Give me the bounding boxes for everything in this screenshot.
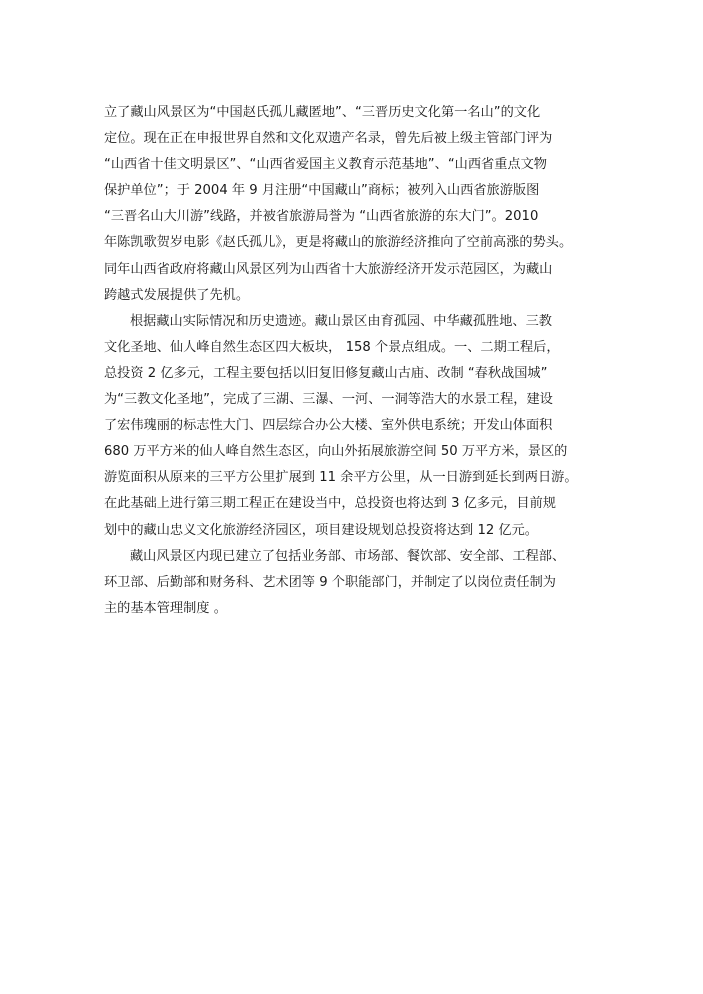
text-line: 了宏伟瑰丽的标志性大门、四层综合办公大楼、室外供电系统；开发山体面积 xyxy=(104,418,553,434)
text-line: 环卫部、后勤部和财务科、艺术团等 9 个职能部门，并制定了以岗位责任制为 xyxy=(104,574,556,590)
text-line: 跨越式发展提供了先机。 xyxy=(104,287,250,303)
text-line: 总投资 2 亿多元，工程主要包括以旧复旧修复藏山古庙、改制 “春秋战国城” xyxy=(104,365,548,381)
text-line: 根据藏山实际情况和历史遗迹。藏山景区由育孤园、中华藏孤胜地、三教 xyxy=(130,313,552,329)
text-line: 立了藏山风景区为“中国赵氏孤儿藏匿地”、“三晋历史文化第一名山”的文化 xyxy=(104,105,541,120)
text-line: 文化圣地、仙人峰自然生态区四大板块， 158 个景点组成。一、二期工程后， xyxy=(104,339,560,355)
text-line: 藏山风景区内现已建立了包括业务部、市场部、餐饮部、安全部、工程部、 xyxy=(130,548,566,564)
text-line: 年陈凯歌贺岁电影《赵氏孤儿》，更是将藏山的旅游经济推向了空前高涨的势头。 xyxy=(104,235,573,251)
text-line: 定位。现在正在申报世界自然和文化双遗产名录，曾先后被上级主管部门评为 xyxy=(104,131,553,147)
text-line: 游览面积从原来的三平方公里扩展到 11 余平方公里，从一日游到延长到两日游。 xyxy=(104,470,578,486)
text-line: “山西省十佳文明景区”、“山西省爱国主义教育示范基地”、“山西省重点文物 xyxy=(104,157,547,173)
text-line: 主的基本管理制度 。 xyxy=(104,600,227,616)
text-line: 划中的藏山忠义文化旅游经济园区，项目建设规划总投资将达到 12 亿元。 xyxy=(104,522,538,538)
text-line: “三晋名山大川游”线路，并被省旅游局誉为 “山西省旅游的东大门”。2010 xyxy=(104,209,539,225)
text-line: 在此基础上进行第三期工程正在建设当中，总投资也将达到 3 亿多元，目前规 xyxy=(104,496,556,512)
document-body xyxy=(104,100,604,622)
text-line: 为“三教文化圣地”，完成了三湖、三瀑、一河、一洞等浩大的水景工程，建设 xyxy=(104,392,553,408)
text-line: 同年山西省政府将藏山风景区列为山西省十大旅游经济开发示范园区，为藏山 xyxy=(104,261,553,277)
text-line: 保护单位”；于 2004 年 9 月注册“中国藏山”商标；被列入山西省旅游版图 xyxy=(104,183,540,199)
text-line: 680 万平方米的仙人峰自然生态区，向山外拓展旅游空间 50 万平方米，景区的 xyxy=(104,444,568,460)
